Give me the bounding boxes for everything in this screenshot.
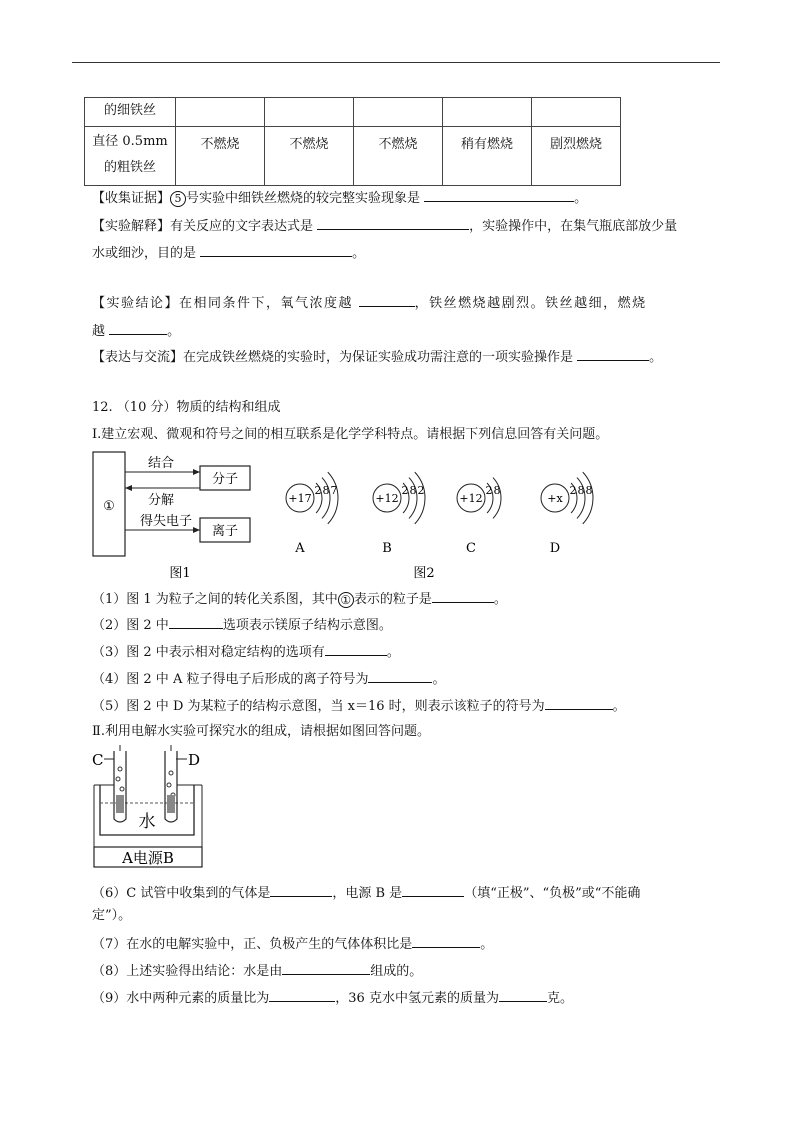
table-cell [176, 98, 265, 127]
electron-count: 8 [577, 484, 585, 497]
electron-count: 2 [314, 484, 322, 497]
sub-question-1: （1）图 1 为粒子之间的转化关系图，其中 ① 表示的粒子是 。 [92, 588, 507, 610]
fig1-decompose: 分解 [148, 493, 175, 508]
atom-label: C [466, 541, 476, 556]
fig1-combine: 结合 [148, 456, 175, 471]
answer-blank[interactable] [424, 187, 574, 202]
table-cell [265, 98, 354, 127]
table-row [85, 98, 621, 127]
sub-question-8: （8）上述实验得出结论：水是由 组成的。 [92, 960, 422, 982]
sub-question-4: （4）图 2 中 A 粒子得电子后形成的离子符号为 。 [92, 668, 445, 690]
atom-diagram [541, 472, 593, 556]
table-cell: 直径 0.5mm 的粗铁丝 [85, 127, 176, 186]
label-d: D [188, 751, 201, 769]
answer-blank[interactable] [325, 641, 387, 656]
electron-count: 8 [322, 484, 330, 497]
atom-label: D [549, 541, 561, 556]
sub-question-6: （6）C 试管中收集到的气体是 ，电源 B 是 （填“正极”、“负极”或“不能确 [92, 882, 640, 904]
table-cell: 不燃烧 [265, 127, 354, 186]
conclusion-line-2: 越 。 [92, 320, 180, 342]
nucleus-charge: +12 [459, 492, 483, 505]
answer-blank[interactable] [412, 933, 480, 948]
answer-blank[interactable] [270, 882, 332, 897]
answer-blank[interactable] [109, 320, 167, 335]
circled-number: ① [338, 592, 354, 608]
answer-blank[interactable] [577, 346, 649, 361]
explain-line-1: 【实验解释】有关反应的文字表达式是 ，实验操作中，在集气瓶底部放少量 [92, 215, 677, 237]
answer-blank[interactable] [499, 987, 547, 1002]
sub-question-6-cont: 定”）。 [92, 908, 132, 923]
explain-line-2: 水或细沙，目的是 。 [92, 242, 365, 264]
electron-count: 2 [401, 484, 409, 497]
electron-shell-arc [328, 472, 338, 524]
nucleus-charge: +x [547, 492, 563, 505]
table-cell: 不燃烧 [354, 127, 443, 186]
electron-count: 2 [485, 484, 493, 497]
atom-label: B [382, 541, 392, 556]
table-cell [532, 98, 621, 127]
fig1-gain-lose: 得失电子 [140, 514, 193, 529]
conclusion-line-1: 【实验结论】在相同条件下，氧气浓度越 ，铁丝燃烧越剧烈。铁丝越细，燃烧 [92, 292, 647, 314]
atom-diagram [373, 472, 425, 556]
fig2-caption: 图2 [413, 566, 435, 581]
electron-shell-arc [415, 472, 425, 524]
electron-count: 7 [330, 484, 338, 497]
part2-intro: Ⅱ.利用电解水实验可探究水的组成，请根据如图回答问题。 [92, 724, 430, 739]
table-row [85, 127, 621, 186]
electron-count: 8 [409, 484, 417, 497]
evidence-line: 【收集证据】 5 号实验中细铁丝燃烧的较完整实验现象是 。 [92, 187, 587, 209]
nucleus-charge: +12 [375, 492, 399, 505]
table-cell: 稍有燃烧 [443, 127, 532, 186]
electron-count: 8 [493, 484, 501, 497]
sub-question-5: （5）图 2 中 D 为某粒子的结构示意图，当 x＝16 时，则表示该粒子的符号为 。 [92, 695, 626, 717]
atom-diagram [457, 478, 501, 556]
experiment-table [84, 97, 621, 186]
answer-blank[interactable] [317, 215, 469, 230]
electron-count: 8 [585, 484, 593, 497]
answer-blank[interactable] [368, 668, 432, 683]
sub-question-9: （9）水中两种元素的质量比为 ，36 克水中氢元素的质量为 克。 [92, 987, 573, 1009]
atom-label: A [295, 541, 305, 556]
answer-blank[interactable] [402, 882, 464, 897]
electrolysis-figure [90, 745, 210, 870]
answer-blank[interactable] [200, 242, 352, 257]
figure-1-2 [90, 450, 630, 585]
electron-shell-arc [583, 472, 593, 524]
atom-diagram [286, 472, 338, 556]
answer-blank[interactable] [169, 614, 223, 629]
fig1-caption: 图1 [169, 566, 191, 581]
header-rule [72, 62, 720, 63]
answer-blank[interactable] [282, 960, 370, 975]
power-source-label: A电源B [122, 849, 174, 867]
part1-intro: Ⅰ.建立宏观、微观和符号之间的相互联系是化学学科特点。请根据下列信息回答有关问题。 [92, 427, 609, 442]
water-label: 水 [138, 812, 156, 832]
circled-number: 5 [170, 191, 186, 207]
answer-blank[interactable] [359, 292, 415, 307]
table-cell: 剧烈燃烧 [532, 127, 621, 186]
fig1-center: ① [103, 499, 115, 514]
answer-blank[interactable] [545, 695, 613, 710]
table-cell: 不燃烧 [176, 127, 265, 186]
sub-question-2: （2）图 2 中 选项表示镁原子结构示意图。 [92, 614, 392, 636]
table-cell [354, 98, 443, 127]
sub-question-3: （3）图 2 中表示相对稳定结构的选项有 。 [92, 641, 400, 663]
answer-blank[interactable] [269, 987, 335, 1002]
table-cell: 的细铁丝 [85, 98, 176, 127]
fig1-molecule: 分子 [211, 472, 239, 487]
table-cell [443, 98, 532, 127]
label-c: C [92, 751, 104, 769]
fig1-ion: 离子 [211, 524, 239, 539]
electron-count: 2 [569, 484, 577, 497]
sub-question-7: （7）在水的电解实验中，正、负极产生的气体体积比是 。 [92, 933, 493, 955]
nucleus-charge: +17 [288, 492, 312, 505]
answer-blank[interactable] [432, 588, 494, 603]
electron-count: 2 [417, 484, 425, 497]
question-12-title: 12. （10 分）物质的结构和组成 [92, 400, 281, 415]
express-line: 【表达与交流】在完成铁丝燃烧的实验时，为保证实验成功需注意的一项实验操作是 。 [92, 346, 662, 368]
